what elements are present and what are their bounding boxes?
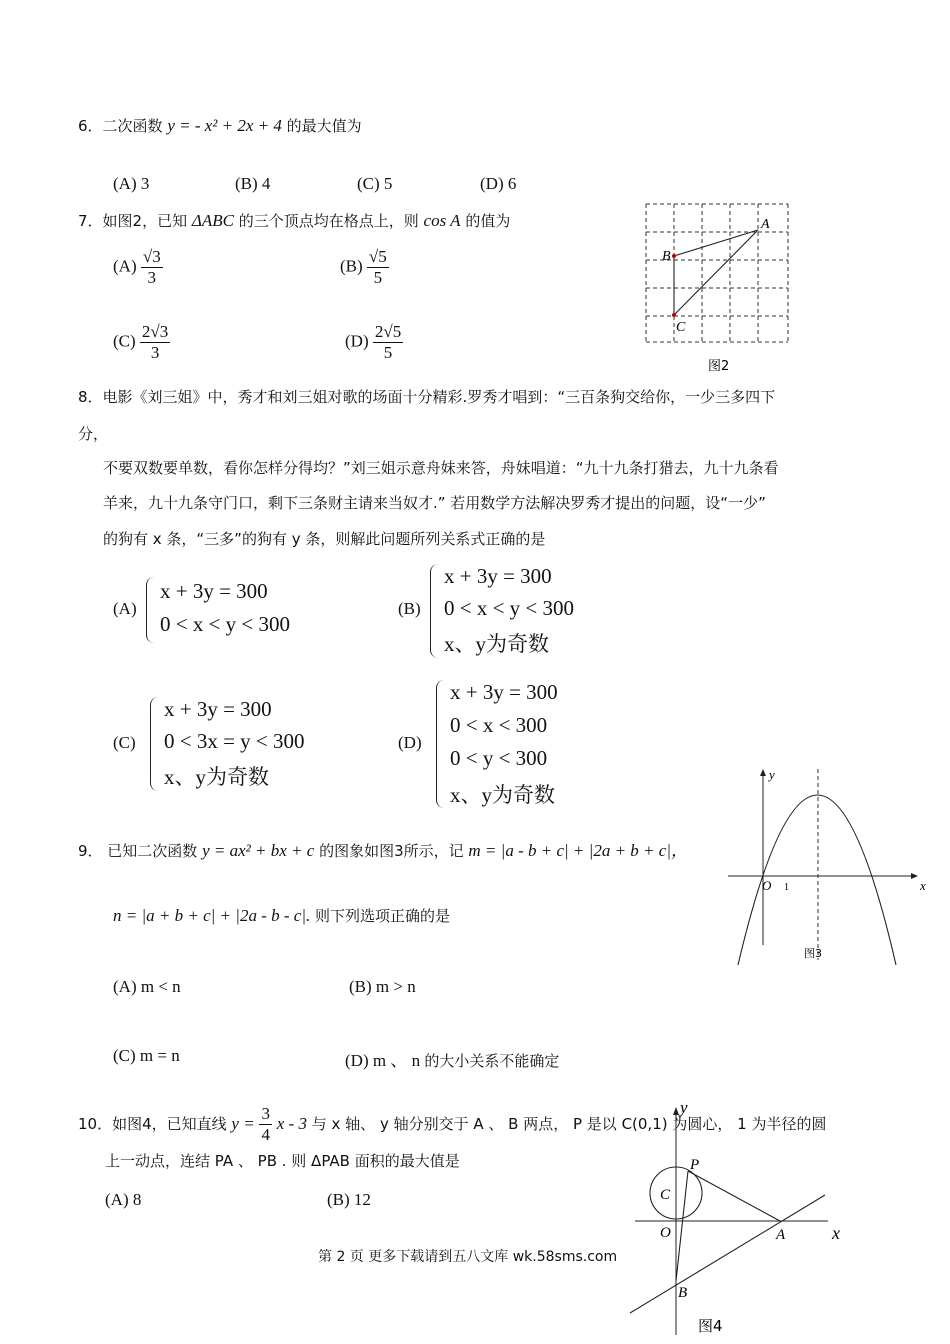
p-label: P bbox=[690, 1157, 700, 1173]
q7-option-b bbox=[340, 247, 389, 288]
q7-option-a-num: √3 bbox=[142, 247, 161, 266]
system-line: x、y为奇数 bbox=[444, 632, 549, 656]
figure-4 bbox=[630, 1098, 850, 1340]
q8-option-b-label: (B) bbox=[398, 599, 421, 618]
system-line: x + 3y = 300 bbox=[160, 579, 268, 603]
q9-line2 bbox=[113, 905, 450, 926]
label-c: C bbox=[676, 320, 686, 335]
q8-option-a-system bbox=[146, 577, 316, 643]
q9-mid: 的图象如图3所示，记 bbox=[319, 842, 464, 860]
q8-option-b-system bbox=[430, 564, 600, 658]
point-b bbox=[672, 254, 676, 258]
q7-stem-text: 7．如图2，已知 bbox=[78, 212, 188, 230]
q7-option-b-fraction bbox=[367, 247, 389, 288]
q7-mid: 的三个顶点均在格点上，则 bbox=[238, 212, 419, 230]
q7-triangle: ΔABC bbox=[191, 211, 234, 230]
q6-option-b: (B) 4 bbox=[235, 174, 271, 193]
q10-fraction bbox=[259, 1104, 272, 1145]
x-label: x bbox=[832, 1223, 840, 1243]
q10-option-b: (B) 12 bbox=[327, 1190, 371, 1209]
q7-option-d bbox=[345, 322, 403, 363]
q8-line3: 不要双数要单数，看你怎样分得均？”刘三姐示意舟妹来答，舟妹唱道：“九十九条打猎去，九十九条看 bbox=[103, 459, 779, 477]
o-label: O bbox=[660, 1225, 671, 1241]
q9-option-c: (C) m = n bbox=[113, 1046, 180, 1065]
q6-suffix: 的最大值为 bbox=[286, 117, 362, 135]
system-line: 0 < y < 300 bbox=[450, 746, 548, 770]
origin-label: O bbox=[762, 878, 772, 893]
figure-2-triangle bbox=[674, 230, 758, 315]
q9-formula: y = ax² + bx + c bbox=[202, 841, 315, 860]
brace bbox=[436, 680, 447, 808]
q6-option-c: (C) 5 bbox=[357, 174, 393, 193]
q8-line1: 8．电影《刘三姐》中，秀才和刘三姐对歌的场面十分精彩.罗秀才唱到：“三百条狗交给你，一少三多四下 bbox=[78, 388, 776, 406]
q10-formula-rest: x - 3 bbox=[276, 1114, 307, 1133]
q6-formula: y = - x² + 2x + 4 bbox=[167, 116, 282, 135]
q7-option-a bbox=[113, 247, 163, 288]
q10-formula-y: y = bbox=[231, 1114, 255, 1133]
q10-option-a: (A) 8 bbox=[105, 1190, 142, 1209]
y-label: y bbox=[680, 1098, 688, 1117]
page-footer: 第 2 页 更多下载请到五八文库 wk.58sms.com bbox=[318, 1249, 618, 1265]
q9-option-a: (A) m < n bbox=[113, 977, 181, 996]
figure-3 bbox=[728, 765, 928, 965]
q9-suffix: 则下列选项正确的是 bbox=[315, 907, 451, 925]
q7-option-b-den: 5 bbox=[373, 268, 383, 287]
q10-stem-text: 10．如图4，已知直线 bbox=[78, 1115, 227, 1133]
c-label: C bbox=[660, 1187, 671, 1203]
q6-stem-text: 6．二次函数 bbox=[78, 117, 163, 135]
x-axis-arrow-icon bbox=[911, 873, 918, 879]
q7-option-c bbox=[113, 322, 170, 363]
tick-label: 1 bbox=[784, 882, 789, 893]
q10-mid: 与 x 轴、 y 轴分别交于 A 、 B 两点， P 是以 C(0,1) 为圆心， 1 为半径的圆 bbox=[311, 1115, 827, 1133]
q10-frac-num: 3 bbox=[261, 1104, 270, 1123]
q7-option-c-num: 2√3 bbox=[141, 322, 169, 341]
b-label: B bbox=[678, 1285, 688, 1301]
q8-option-c-system bbox=[150, 697, 330, 791]
system-line: 0 < x < 300 bbox=[450, 713, 548, 737]
q10-frac-den: 4 bbox=[261, 1125, 270, 1144]
q9-option-d-text: (D) m 、 n bbox=[345, 1051, 421, 1070]
q8-option-a-label: (A) bbox=[113, 599, 137, 618]
system-line: 0 < x < y < 300 bbox=[160, 612, 291, 636]
q6-option-a: (A) 3 bbox=[113, 174, 150, 193]
q7-cos: cos A bbox=[423, 211, 461, 230]
system-line: x + 3y = 300 bbox=[444, 564, 552, 588]
system-line: 0 < 3x = y < 300 bbox=[164, 729, 305, 753]
brace bbox=[150, 697, 161, 791]
q9-stem bbox=[78, 836, 688, 861]
q7-option-d-num: 2√5 bbox=[374, 322, 402, 341]
y-axis-arrow-icon bbox=[673, 1107, 679, 1115]
label-b: B bbox=[662, 249, 671, 264]
q7-option-b-label: (B) bbox=[340, 256, 363, 276]
q7-option-a-den: 3 bbox=[147, 268, 157, 287]
q8-line4: 羊来，九十九条守门口，剩下三条财主请来当奴才.” 若用数学方法解决罗秀才提出的问题，设“一少” bbox=[103, 494, 766, 512]
system-line: x + 3y = 300 bbox=[164, 697, 272, 721]
figure-3-caption: 图3 bbox=[804, 947, 822, 960]
q8-option-c-label: (C) bbox=[113, 733, 136, 752]
q8-line2: 分， bbox=[78, 425, 109, 443]
y-axis-arrow-icon bbox=[760, 769, 766, 776]
figure-4-caption: 图4 bbox=[698, 1317, 723, 1335]
brace bbox=[146, 577, 157, 643]
system-line: x、y为奇数 bbox=[450, 783, 555, 807]
q7-option-d-fraction bbox=[373, 322, 403, 363]
q7-option-c-den: 3 bbox=[150, 343, 160, 362]
a-label: A bbox=[776, 1227, 786, 1243]
q6-option-d: (D) 6 bbox=[480, 174, 517, 193]
x-label: x bbox=[920, 878, 926, 893]
q9-m-expression: m = |a - b + c| + |2a + b + c|， bbox=[468, 841, 688, 860]
q9-option-d bbox=[345, 1046, 559, 1071]
label-a: A bbox=[761, 217, 770, 232]
q10-line2: 上一动点，连结 PA 、 PB . 则 ΔPAB 面积的最大值是 bbox=[105, 1152, 460, 1170]
q7-option-c-label: (C) bbox=[113, 331, 136, 351]
point-c bbox=[672, 313, 676, 317]
q8-option-d-system bbox=[436, 680, 606, 808]
q7-stem bbox=[78, 210, 510, 231]
q7-suffix: 的值为 bbox=[465, 212, 511, 230]
q8-option-d-label: (D) bbox=[398, 733, 422, 752]
q9-option-b: (B) m > n bbox=[349, 977, 416, 996]
system-line: x + 3y = 300 bbox=[450, 680, 558, 704]
q7-option-d-den: 5 bbox=[383, 343, 393, 362]
system-line: 0 < x < y < 300 bbox=[444, 596, 575, 620]
system-line: x、y为奇数 bbox=[164, 765, 269, 789]
q7-option-b-num: √5 bbox=[368, 247, 387, 266]
figure-2 bbox=[640, 200, 800, 375]
q7-option-d-label: (D) bbox=[345, 331, 369, 351]
q6-stem bbox=[78, 115, 362, 136]
brace bbox=[430, 564, 441, 658]
q9-n-expression: n = |a + b + c| + |2a - b - c|. bbox=[113, 906, 311, 925]
q9-option-d-suffix: 的大小关系不能确定 bbox=[424, 1052, 560, 1070]
q7-option-a-label: (A) bbox=[113, 256, 137, 276]
segment-pb bbox=[676, 1171, 688, 1281]
q7-option-a-fraction bbox=[141, 247, 163, 288]
q9-stem-text: 9． 已知二次函数 bbox=[78, 842, 198, 860]
figure-2-caption: 图2 bbox=[708, 359, 730, 374]
y-label: y bbox=[769, 767, 775, 782]
q8-line5: 的狗有 x 条，“三多”的狗有 y 条，则解此问题所列关系式正确的是 bbox=[103, 530, 546, 548]
q7-option-c-fraction bbox=[140, 322, 170, 363]
